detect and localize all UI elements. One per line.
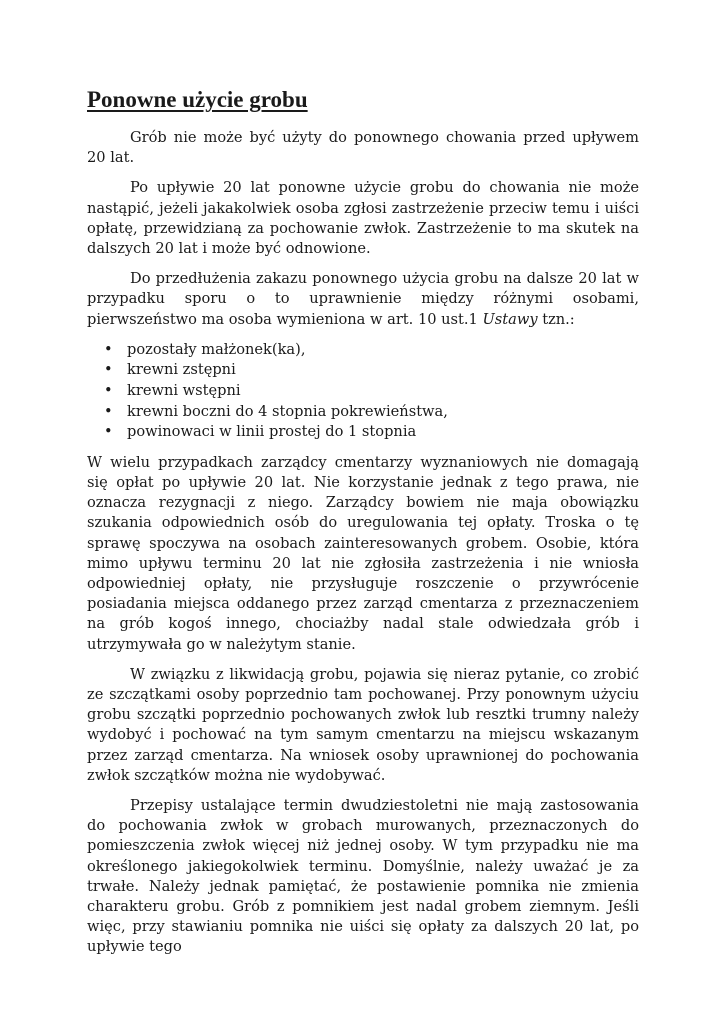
bullet-icon: •	[104, 340, 113, 358]
bullet-icon: •	[104, 423, 113, 441]
paragraph-3	[87, 269, 639, 330]
list-item-text: powinowaci w linii prostej do 1 stopnia	[127, 423, 417, 441]
paragraph-3-emphasis: Ustawy	[482, 310, 538, 328]
list-item	[104, 340, 639, 361]
bullet-icon: •	[104, 402, 113, 420]
list-item	[104, 402, 639, 423]
list-item-text: krewni wstępni	[127, 382, 241, 400]
paragraph-6: Przepisy ustalające termin dwudziestoletni nie mają zastosowania do pochowania zwłok w grobach murowanych, przeznaczonych do pomieszczenia zwłok więcej niż jednej osoby. W tym przypadku nie ma określonego jakiegokolwiek terminu. Domyślnie, należy uważać je za trwałe. Należy jednak pamiętać, że postawienie pomnika nie zmienia charakteru grobu. Grób z pomnikiem jest nadal grobem ziemnym. Jeśli więc, przy stawianiu pomnika nie uiści się opłaty za dalszych 20 lat, po upływie tego	[87, 797, 639, 956]
paragraph-2: Po upływie 20 lat ponowne użycie grobu do chowania nie może nastąpić, jeżeli jakakolwiek osoba zgłosi zastrzeżenie przeciw temu i uiści opłatę, przewidzianą za pochowanie zwłok. Zastrzeżenie to ma skutek na dalszych 20 lat i może być odnowione.	[87, 179, 639, 258]
bullet-icon: •	[104, 382, 113, 400]
document-body	[87, 87, 639, 968]
list-item-text: pozostały małżonek(ka),	[127, 340, 306, 358]
list-item	[104, 360, 639, 381]
paragraph-3-text: Do przedłużenia zakazu ponownego użycia grobu na dalsze 20 lat w przypadku sporu o to uprawnienie między różnymi osobami, pierwszeństwo ma osoba wymieniona w art. 10 ust.1	[87, 270, 639, 328]
paragraph-5: W związku z likwidacją grobu, pojawia się nieraz pytanie, co zrobić ze szczątkami osoby poprzednio tam pochowanej. Przy ponownym użyciu grobu szczątki poprzednio pochowanych zwłok lub resztki trumny należy wydobyć i pochować na tym samym cmentarzu na miejscu wskazanym przez zarząd cmentarza. Na wniosek osoby uprawnionej do pochowania zwłok szczątków można nie wydobywać.	[87, 665, 639, 784]
heirs-list	[87, 340, 639, 443]
paragraph-1: Grób nie może być użyty do ponownego chowania przed upływem 20 lat.	[87, 129, 639, 167]
list-item-text: krewni zstępni	[127, 361, 236, 379]
list-item	[104, 422, 639, 443]
bullet-icon: •	[104, 361, 113, 379]
page-title: Ponowne użycie grobu	[87, 87, 308, 112]
list-item-text: krewni boczni do 4 stopnia pokrewieństwa,	[127, 402, 448, 420]
paragraph-4: W wielu przypadkach zarządcy cmentarzy wyznaniowych nie domagają się opłat po upływie 20 lat. Nie korzystanie jednak z tego prawa, nie oznacza rezygnacji z niego. Zarządcy bowiem nie maja obowiązku szukania odpowiednich osób do uregulowania tej opłaty. Troska o tę sprawę spoczywa na osobach zainteresowanych grobem. Osobie, która mimo upływu terminu 20 lat nie zgłosiła zastrzeżenia i nie wniosła odpowiedniej opłaty, nie przysługuje roszczenie o przywrócenie posiadania miejsca oddanego przez zarząd cmentarza z przeznaczeniem na grób kogoś innego, chociażby nadal stale odwiedzała grób i utrzymywała go w należytym stanie.	[87, 453, 639, 653]
paragraph-3-end: tzn.:	[537, 310, 575, 328]
list-item	[104, 381, 639, 402]
